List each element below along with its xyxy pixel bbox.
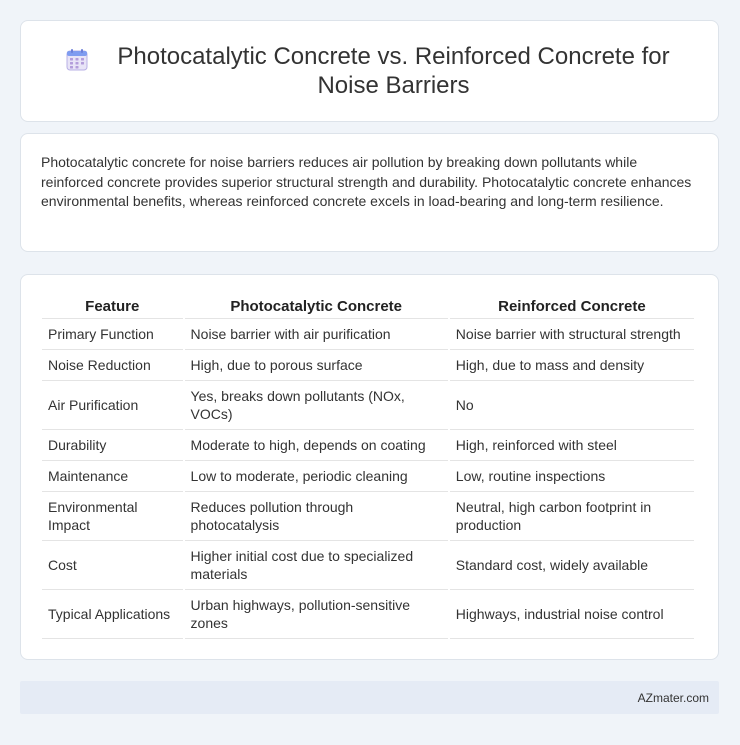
reinforced-cell: Highways, industrial noise control bbox=[450, 590, 694, 639]
reinforced-cell: No bbox=[450, 381, 694, 430]
feature-cell: Environmental Impact bbox=[42, 492, 183, 541]
table-row bbox=[42, 461, 694, 492]
photocatalytic-cell: High, due to porous surface bbox=[185, 350, 448, 381]
table-row bbox=[42, 350, 694, 381]
reinforced-cell: Standard cost, widely available bbox=[450, 541, 694, 590]
reinforced-cell: High, reinforced with steel bbox=[450, 430, 694, 461]
feature-cell: Typical Applications bbox=[42, 590, 183, 639]
feature-cell: Air Purification bbox=[42, 381, 183, 430]
comparison-table bbox=[40, 296, 696, 639]
table-row bbox=[42, 590, 694, 639]
feature-cell: Cost bbox=[42, 541, 183, 590]
intro-paragraph: Photocatalytic concrete for noise barriers reduces air pollution by breaking down pollutants while reinforced concrete provides superior structural strength and durability. Photocatalytic concrete enhances environmental benefits, whereas reinforced concrete excels in load-bearing and long-term resilience. bbox=[41, 154, 692, 209]
comparison-card bbox=[20, 274, 719, 660]
page-title: Photocatalytic Concrete vs. Reinforced Concrete for Noise Barriers bbox=[117, 43, 670, 99]
photocatalytic-cell: Yes, breaks down pollutants (NOx, VOCs) bbox=[185, 381, 448, 430]
photocatalytic-cell: Higher initial cost due to specialized materials bbox=[185, 541, 448, 590]
feature-cell: Primary Function bbox=[42, 319, 183, 350]
feature-cell: Noise Reduction bbox=[42, 350, 183, 381]
column-header-photocatalytic: Photocatalytic Concrete bbox=[185, 296, 448, 319]
footer-bar bbox=[20, 681, 719, 714]
photocatalytic-cell: Urban highways, pollution-sensitive zones bbox=[185, 590, 448, 639]
calendar-icon bbox=[66, 49, 88, 71]
footer-brand: AZmater.com bbox=[637, 690, 709, 705]
intro-card bbox=[20, 133, 719, 252]
reinforced-cell: Low, routine inspections bbox=[450, 461, 694, 492]
reinforced-cell: Neutral, high carbon footprint in production bbox=[450, 492, 694, 541]
table-row bbox=[42, 492, 694, 541]
feature-cell: Maintenance bbox=[42, 461, 183, 492]
title-row bbox=[66, 42, 674, 100]
photocatalytic-cell: Moderate to high, depends on coating bbox=[185, 430, 448, 461]
table-header-row bbox=[42, 296, 694, 319]
title-card bbox=[20, 20, 719, 122]
table-row bbox=[42, 381, 694, 430]
photocatalytic-cell: Reduces pollution through photocatalysis bbox=[185, 492, 448, 541]
table-row bbox=[42, 430, 694, 461]
reinforced-cell: High, due to mass and density bbox=[450, 350, 694, 381]
reinforced-cell: Noise barrier with structural strength bbox=[450, 319, 694, 350]
column-header-feature: Feature bbox=[42, 296, 183, 319]
table-row bbox=[42, 541, 694, 590]
photocatalytic-cell: Low to moderate, periodic cleaning bbox=[185, 461, 448, 492]
column-header-reinforced: Reinforced Concrete bbox=[450, 296, 694, 319]
photocatalytic-cell: Noise barrier with air purification bbox=[185, 319, 448, 350]
table-row bbox=[42, 319, 694, 350]
feature-cell: Durability bbox=[42, 430, 183, 461]
